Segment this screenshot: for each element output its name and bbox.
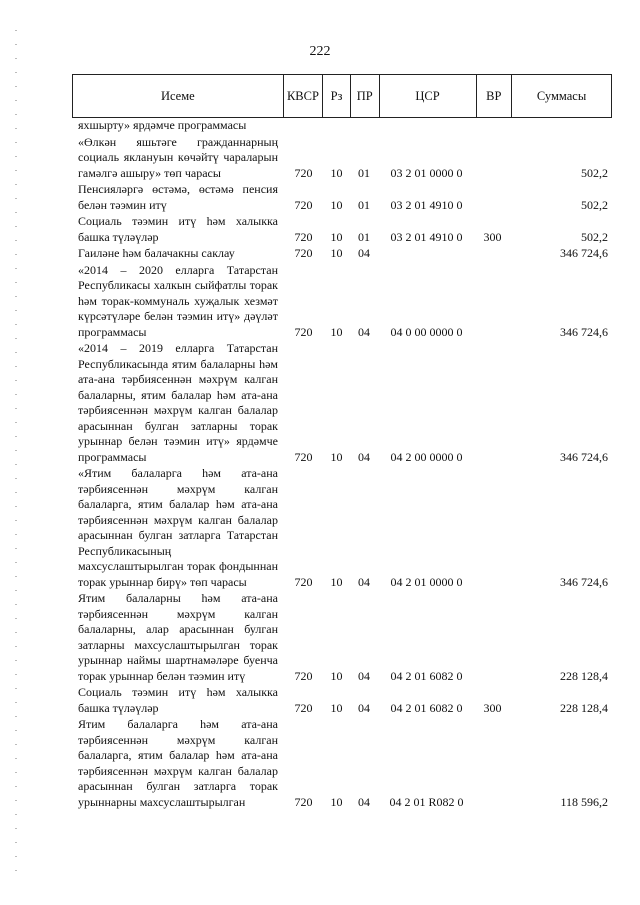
- cell-sum: 346 724,6: [560, 246, 608, 260]
- cell-sum: 346 724,6: [560, 324, 608, 339]
- cell-pr: 01: [358, 229, 370, 244]
- cell-pr: 04: [358, 449, 370, 464]
- cell-name: Ятим балаларны һәм ата-ана тәрбиясеннән мәхрүм калган балаларны, алар арасыннан булган затларны махсуслаштырылган торак урыннар наймы шартнамәләре буенча торак урыннар белән тәэмин итү: [78, 591, 278, 683]
- table-row: [72, 246, 612, 262]
- cell-pr: 04: [358, 794, 370, 809]
- cell-sum: 502,2: [581, 165, 608, 180]
- cell-name: Гаиләне һәм балачакны саклау: [78, 246, 235, 260]
- cell-kvsr: 720: [294, 229, 313, 244]
- table-row: [72, 685, 612, 716]
- table-row: [72, 591, 612, 684]
- table-row: [72, 214, 612, 245]
- cell-pr: 04: [358, 668, 370, 683]
- cell-sum: 228 128,4: [560, 700, 608, 715]
- cell-kvsr: 720: [294, 246, 313, 260]
- cell-csr: 04 2 01 0000 0: [390, 574, 463, 589]
- cell-rz: 10: [330, 246, 343, 260]
- cell-sum: 346 724,6: [560, 574, 608, 589]
- cell-sum: 502,2: [581, 229, 608, 244]
- cell-csr: 04 2 01 6082 0: [390, 668, 463, 683]
- cell-rz: 10: [330, 165, 343, 180]
- cell-name: Социаль тәэмин итү һәм халыкка башка түләүләр: [78, 214, 278, 244]
- cell-csr: 04 2 01 R082 0: [389, 794, 464, 809]
- cell-kvsr: 720: [294, 794, 313, 809]
- cell-pr: 01: [358, 197, 370, 212]
- table-header: [72, 74, 612, 118]
- cell-rz: 10: [330, 794, 343, 809]
- cell-name: Пенсияләргә өстәмә, өстәмә пенсия белән тәэмин итү: [78, 182, 278, 212]
- cell-csr: 03 2 01 4910 0: [390, 229, 463, 244]
- header-vr: ВР: [476, 75, 512, 117]
- cell-pr: 04: [358, 246, 370, 260]
- cell-sum: 118 596,2: [560, 794, 608, 809]
- cell-sum: 228 128,4: [560, 668, 608, 683]
- cell-pr: 04: [358, 324, 370, 339]
- table-row: [72, 341, 612, 465]
- header-kvsr: КВСР: [283, 75, 323, 117]
- page-number: 222: [309, 44, 331, 59]
- cell-pr: 04: [358, 700, 370, 715]
- header-rz: Рз: [322, 75, 350, 117]
- cell-vr: 300: [483, 229, 502, 244]
- cell-kvsr: 720: [294, 449, 313, 464]
- cell-kvsr: 720: [294, 324, 313, 339]
- cell-rz: 10: [330, 197, 343, 212]
- cell-rz: 10: [330, 700, 343, 715]
- cell-vr: 300: [483, 700, 502, 715]
- cell-kvsr: 720: [294, 197, 313, 212]
- cell-csr: 04 2 00 0000 0: [390, 449, 463, 464]
- cell-rz: 10: [330, 668, 343, 683]
- cell-rz: 10: [330, 574, 343, 589]
- cell-csr: 03 2 01 4910 0: [390, 197, 463, 212]
- table-row: [72, 182, 612, 213]
- cell-name: «Ятим балаларга һәм ата-ана тәрбиясеннән мәхрүм калган балаларга, ятим балалар һәм ата-ана тәрбиясеннән мәхрүм калган балалар арасыннан булган затларга Татарстан Республикасының махсуслаштырылган торак фондыннан торак урыннар бирү» төп чарасы: [78, 466, 278, 589]
- cell-name: «2014 – 2019 елларга Татарстан Республикасында ятим балаларны һәм ата-ана тәрбиясеннән мәхрүм калган балаларны, ятим балалар һәм ата-ана тәрбиясеннән мәхрүм калган балалар арасыннан булган затларны торак урыннар белән тәэмин итү» ярдәмче программасы: [78, 341, 278, 464]
- cell-kvsr: 720: [294, 574, 313, 589]
- cell-rz: 10: [330, 449, 343, 464]
- cell-name: яхшырту» ярдәмче программасы: [78, 118, 247, 132]
- cell-csr: 03 2 01 0000 0: [390, 165, 463, 180]
- cell-name: «2014 – 2020 елларга Татарстан Республикасы халкын сыйфатлы торак һәм торак-коммуналь хуҗалык хезмәт күрсәтүләре белән тәэмин итү» дәүләт программасы: [78, 262, 278, 339]
- cell-pr: 04: [358, 574, 370, 589]
- table-row: [72, 466, 612, 590]
- table-row: [72, 717, 612, 810]
- cell-kvsr: 720: [294, 165, 313, 180]
- cell-name: Ятим балаларга һәм ата-ана тәрбиясеннән мәхрүм калган балаларга, ятим балалар һәм ата-ана тәрбиясеннән мәхрүм калган балалар арасыннан булган затларга торак урыннарны махсуслаштырылган: [78, 717, 278, 809]
- cell-csr: 04 0 00 0000 0: [390, 324, 463, 339]
- cell-csr: 04 2 01 6082 0: [390, 700, 463, 715]
- table-body: [72, 118, 612, 810]
- cell-kvsr: 720: [294, 700, 313, 715]
- cell-name: «Өлкән яшьтәге гражданнарның социаль яклануын көчәйтү чараларын гамәлгә ашыру» төп чарасы: [78, 134, 278, 180]
- table-row: [72, 135, 612, 182]
- cell-name: Социаль тәэмин итү һәм халыкка башка түләүләр: [78, 685, 278, 715]
- cell-sum: 502,2: [581, 197, 608, 212]
- header-name: Исеме: [160, 88, 195, 103]
- cell-rz: 10: [330, 229, 343, 244]
- cell-kvsr: 720: [294, 668, 313, 683]
- header-csr: ЦСР: [379, 75, 476, 117]
- cell-pr: 01: [358, 165, 370, 180]
- table-row: [72, 118, 612, 134]
- header-sum: Суммасы: [511, 75, 611, 117]
- table-row: [72, 263, 612, 341]
- cell-rz: 10: [330, 324, 343, 339]
- cell-sum: 346 724,6: [560, 449, 608, 464]
- header-pr: ПР: [350, 75, 379, 117]
- margin-dots: [15, 0, 17, 905]
